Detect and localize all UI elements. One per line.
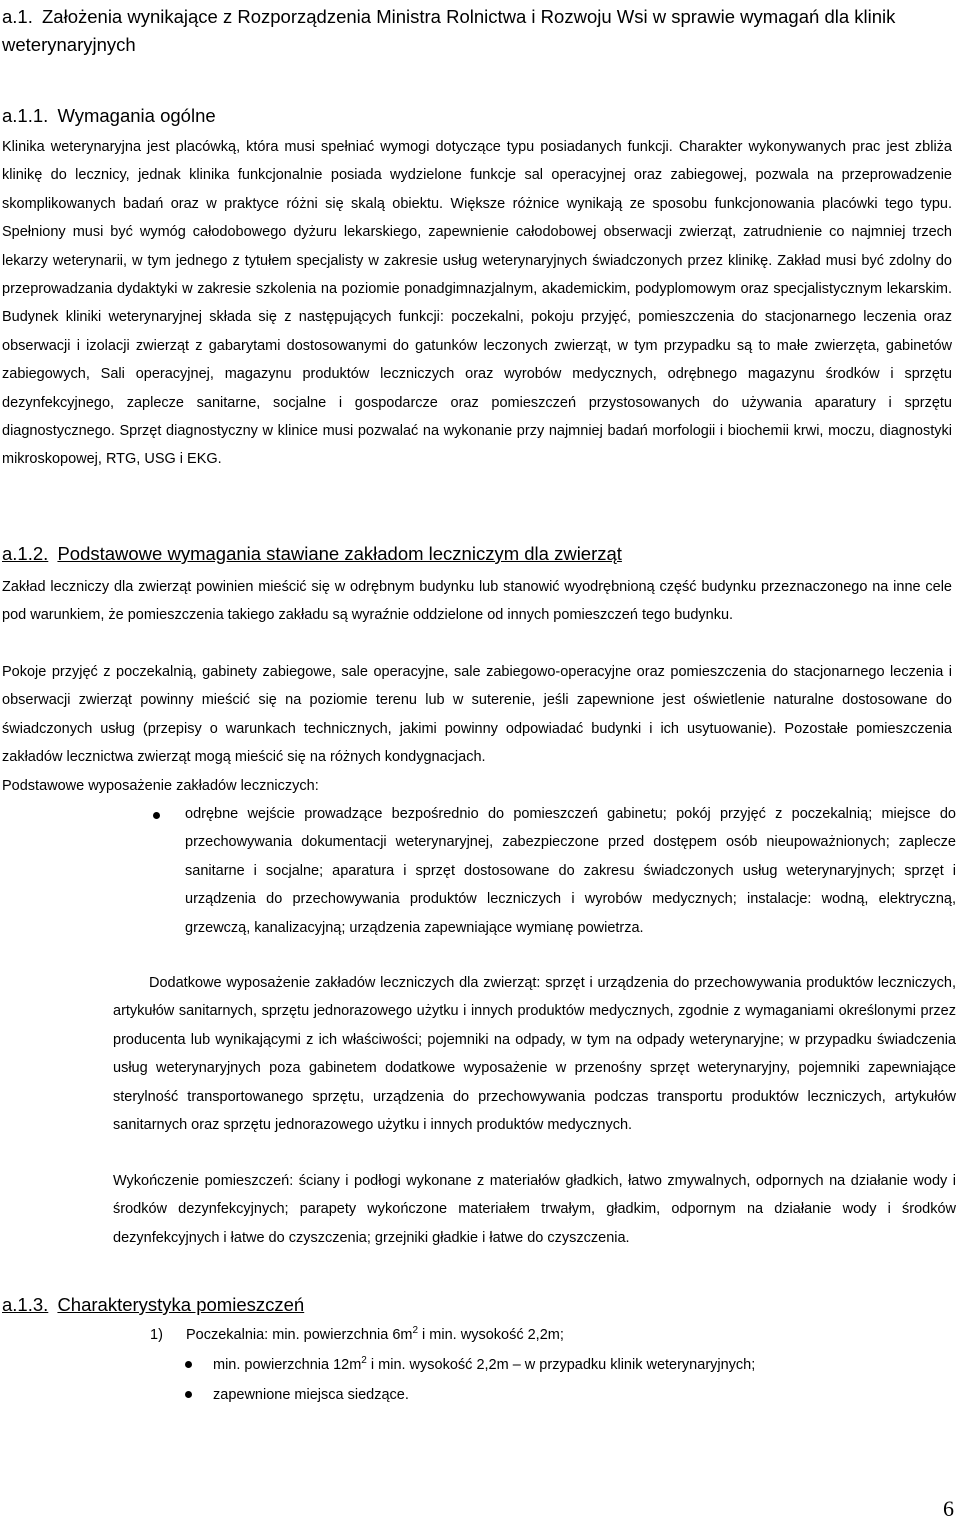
section-heading-basic-requirements (2, 540, 932, 568)
title-text: Założenia wynikające z Rozporządzenia Ministra Rolnictwa i Rozwoju Wsi w sprawie wymagań dla klinik weterynaryjnych (2, 6, 896, 55)
sub-bullet-superscript: 2 (361, 1355, 367, 1366)
title-number: a.1. (2, 6, 33, 27)
numbered-item-waiting-room (150, 1321, 564, 1349)
section-heading-room-characteristics (2, 1291, 932, 1319)
item-number: 1) (150, 1327, 163, 1343)
paragraph-additional-equipment: Dodatkowe wyposażenie zakładów leczniczych dla zwierząt: sprzęt i urządzenia do przechowywania produktów leczniczych, artykułów sanitarnych, sprzętu jednorazowego użytku i innych produktów medycznych, zgodnie z wymaganiami określonymi przez producenta lub wynikającymi z ich właściwości; pojemniki na odpady, w tym na odpady weterynaryjne; w przypadku świadczenia usług weterynaryjnych poza gabinetem dodatkowe wyposażenie w przenośny sprzęt weterynaryjny, pojemniki zapewniające sterylność transportowanego sprzętu, urządzenia do przechowywania podczas transportu produktów leczniczych, artykułów sanitarnych oraz sprzętu jednorazowego użytku i innych produktów medycznych. (113, 975, 956, 1134)
document-title (2, 3, 958, 59)
section-title: Wymagania ogólne (57, 105, 216, 126)
paragraph-rooms-level: Pokoje przyjęć z poczekalnią, gabinety zabiegowe, sale operacyjne, sale zabiegowo-operacyjne oraz pomieszczenia do stacjonarnego leczenia i obserwacji zwierząt powinny mieścić się na poziomie terenu lub w suterenie, jeśli zapewnione jest oświetlenie naturalne dostosowane do świadczonych usług (przepisy o warunkach technicznych, jakimi powinny odpowiadać budynki i ich usytuowanie). Pozostałe pomieszczenia zakładów lecznictwa zwierząt mogą mieścić się na różnych kondygnacjach. (2, 664, 952, 766)
section-number: a.1.3. (2, 1294, 49, 1315)
bullet-icon (185, 1391, 192, 1398)
sub-bullet-seating (185, 1380, 945, 1410)
paragraph-room-finishing: Wykończenie pomieszczeń: ściany i podłogi wykonane z materiałów gładkich, łatwo zmywalnych, odpornych na działanie wody i środków dezynfekcyjnych; parapety wykończone materiałem trwałym, gładkim, odpornym na działanie wody i środków dezynfekcyjnych i łatwe do czyszczenia; grzejniki gładkie i łatwe do czyszczenia. (113, 1173, 956, 1246)
waiting-room-bullets (185, 1350, 945, 1410)
bullet-icon (185, 1361, 192, 1368)
item-text-b: i min. wysokość 2,2m; (418, 1327, 564, 1343)
sub-bullet-text-b: i min. wysokość 2,2m – w przypadku klinik weterynaryjnych; (366, 1357, 756, 1373)
bullet-icon (153, 812, 160, 819)
paragraph-building: Zakład leczniczy dla zwierząt powinien mieścić się w odrębnym budynku lub stanowić wyodrębnioną część budynku przeznaczonego na inne cele pod warunkiem, że pomieszczenia takiego zakładu są wyraźnie oddzielone od innych pomieszczeń tego budynku. (2, 579, 952, 624)
section-title: Charakterystyka pomieszczeń (57, 1294, 305, 1315)
section-number: a.1.2. (2, 543, 49, 564)
sub-bullet-text-a: min. powierzchnia 12m (213, 1357, 362, 1373)
page-number: 6 (943, 1496, 954, 1521)
section-heading-general (2, 102, 932, 130)
item-text-a: Poczekalnia: min. powierzchnia 6m (186, 1327, 413, 1343)
section-title: Podstawowe wymagania stawiane zakładom leczniczym dla zwierząt (57, 543, 622, 564)
general-requirements-paragraph: Klinika weterynaryjna jest placówką, która musi spełniać wymogi dotyczące typu posiadanych funkcji. Charakter wykonywanych prac jest zbliża klinikę do lecznicy, jednak klinika funkcjonalnie posiada wydzielone funkcje sal operacyjnej oraz zabiegowej, pozwala na przeprowadzenie skomplikowanych badań oraz w praktyce różni się skalą obiektu. Większe różnice wynikają ze sposobu funkcjonowania placówki tego typu. Spełniony musi być wymóg całodobowego dyżuru lekarskiego, zapewnienie całodobowej obserwacji zwierząt, zatrudnienie co najmniej trzech lekarzy weterynarii, w tym jednego z tytułem specjalisty w zakresie usług weterynaryjnych świadczonych przez klinikę. Zakład musi być zdolny do przeprowadzania dydaktyki w zakresie szkolenia na poziomie ponadgimnazjalnym, akademickim, podyplomowym oraz specjalistycznym lekarskim. Budynek kliniki weterynaryjnej składa się z następujących funkcji: poczekalni, pokoju przyjęć, pomieszczenia do stacjonarnego leczenia oraz obserwacji i izolacji zwierząt z gabarytami dostosowanymi do gatunków leczonych zwierząt, w tym przypadku są to małe zwierzęta, gabinetów zabiegowych, Sali operacyjnej, magazynu produktów leczniczych oraz wyrobów medycznych, odrębnego magazynu środków i sprzętu dezynfekcyjnego, zaplecze sanitarne, socjalne i gospodarcze oraz pomieszczeń przystosowanych do używania aparatury i sprzętu diagnostycznego. Sprzęt diagnostyczny w klinice musi pozwalać na wykonanie przy najmniej badań morfologii i biochemii krwi, moczu, diagnostyki mikroskopowej, RTG, USG i EKG. (2, 139, 952, 468)
sub-bullet-text: zapewnione miejsca siedzące. (213, 1387, 409, 1403)
section-number: a.1.1. (2, 105, 49, 126)
sub-bullet-area (185, 1350, 945, 1380)
basic-equipment-bullet: odrębne wejście prowadzące bezpośrednio do pomieszczeń gabinetu; pokój przyjęć z poczekalnią; miejsce do przechowywania dokumentacji weterynaryjnej, zabezpieczone przed dostępem osób nieupoważnionych; zaplecze sanitarne i socjalne; aparatura i sprzęt dostosowane do zakresu świadczonych usług weterynaryjnych; sprzęt i urządzenia do przechowywania produktów leczniczych i wyrobów medycznych; instalacje: wodną, elektryczną, grzewczą, kanalizacyjną; urządzenia zapewniające wymianę powietrza. (185, 806, 956, 936)
paragraph-basic-equipment-intro: Podstawowe wyposażenie zakładów leczniczych: (2, 778, 319, 794)
item-superscript: 2 (412, 1325, 419, 1336)
